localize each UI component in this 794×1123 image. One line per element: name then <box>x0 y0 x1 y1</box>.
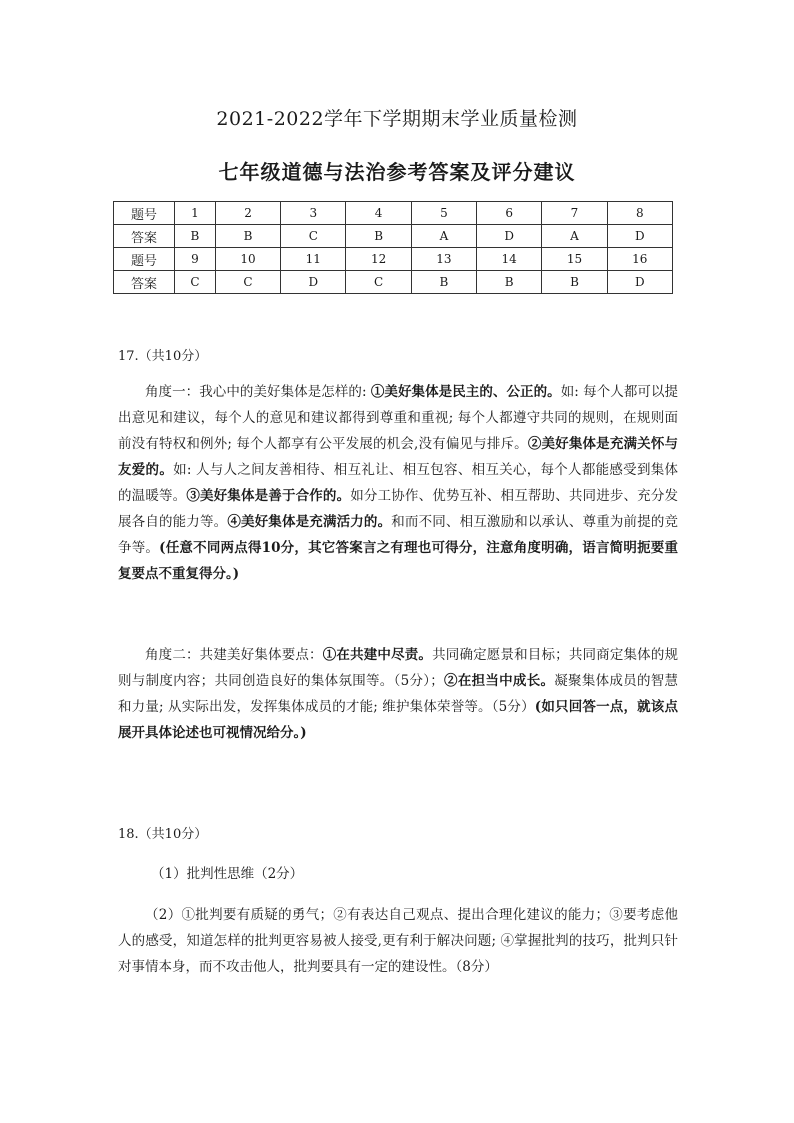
q17-angle-two <box>118 642 678 746</box>
q18-part-two: （2）①批判要有质疑的勇气；②有表达自己观点、提出合理化建议的能力；③要考虑他人的感受，知道怎样的批判更容易被人接受,更有利于解决问题; ④掌握批判的技巧，批判只针对事情本身，而不攻击他人，批判要具有一定的建设性。（8分） <box>118 907 678 975</box>
table-cell: B <box>411 271 476 294</box>
key-point: ①美好集体是民主的、公正的。 <box>370 384 561 400</box>
table-cell: D <box>607 271 672 294</box>
table-row <box>114 271 673 294</box>
table-cell: 5 <box>411 202 476 225</box>
table-cell: C <box>346 271 411 294</box>
table-cell: D <box>281 271 346 294</box>
scoring-note: (如只回答一点，就该点展开具体论述也可视情况给分。) <box>118 699 678 741</box>
table-cell: D <box>477 225 542 248</box>
text-run: 如分工协作、优势互补、相互帮助、共同进步、充分发展各自的能力等。 <box>118 488 679 530</box>
table-cell: A <box>411 225 476 248</box>
text-run: 如: 人与人之间友善相待、相互礼让、相互包容、相互关心，每个人都能感受到集体的温暖等。 <box>118 462 679 504</box>
table-cell: 11 <box>281 248 346 271</box>
key-point: ①在共建中尽责。 <box>322 647 433 663</box>
table-cell: 14 <box>477 248 542 271</box>
row-label: 答案 <box>114 271 175 294</box>
question-17-heading: 17.（共10分） <box>118 349 208 364</box>
table-cell: 2 <box>215 202 280 225</box>
table-cell: B <box>346 225 411 248</box>
key-point: ④美好集体是充满活力的。 <box>227 514 392 530</box>
row-label: 答案 <box>114 225 175 248</box>
table-cell: 7 <box>542 202 607 225</box>
table-cell: 3 <box>281 202 346 225</box>
document-subtitle: 七年级道德与法治参考答案及评分建议 <box>218 160 576 184</box>
q17-angle-one <box>118 379 678 587</box>
table-cell: C <box>215 271 280 294</box>
text-run: 角度二：共建美好集体要点： <box>145 647 323 663</box>
table-row <box>114 248 673 271</box>
table-cell: 16 <box>607 248 672 271</box>
key-point: ②美好集体是充满关怀与友爱的。 <box>118 436 679 478</box>
document-title: 2021-2022学年下学期期末学业质量检测 <box>216 108 578 130</box>
table-cell: 4 <box>346 202 411 225</box>
scoring-note: (任意不同两点得10分，其它答案言之有理也可得分，注意角度明确，语言简明扼要重复要点不重复得分。) <box>118 540 678 582</box>
table-row <box>114 202 673 225</box>
table-cell: B <box>542 271 607 294</box>
text-run: 角度一：我心中的美好集体是怎样的: <box>145 384 371 400</box>
question-18-heading: 18.（共10分） <box>118 827 208 842</box>
table-cell: C <box>175 271 216 294</box>
text-run: 共同确定愿景和目标；共同商定集体的规则与制度内容；共同创造良好的集体氛围等。（5分）； <box>118 647 679 689</box>
table-cell: 13 <box>411 248 476 271</box>
answer-table <box>113 201 673 294</box>
table-cell: C <box>281 225 346 248</box>
table-cell: B <box>175 225 216 248</box>
table-cell: B <box>215 225 280 248</box>
table-cell: B <box>477 271 542 294</box>
key-point: ③美好集体是善于合作的。 <box>186 488 351 504</box>
key-point: ②在担当中成长。 <box>443 673 555 689</box>
table-cell: 1 <box>175 202 216 225</box>
table-cell: 12 <box>346 248 411 271</box>
table-cell: 6 <box>477 202 542 225</box>
text-run: 和而不同、相互激励和以承认、尊重为前提的竞争等。 <box>118 514 679 556</box>
table-cell: A <box>542 225 607 248</box>
row-label: 题号 <box>114 202 175 225</box>
table-cell: D <box>607 225 672 248</box>
table-cell: 15 <box>542 248 607 271</box>
q18-part-one: （1）批判性思维（2分） <box>151 866 304 882</box>
text-run: 凝聚集体成员的智慧和力量; 从实际出发，发挥集体成员的才能; 维护集体荣誉等。（5分） <box>118 673 679 715</box>
table-row <box>114 225 673 248</box>
table-cell: 9 <box>175 248 216 271</box>
table-cell: 10 <box>215 248 280 271</box>
row-label: 题号 <box>114 248 175 271</box>
text-run: 如: 每个人都可以提出意见和建议，每个人的意见和建议都得到尊重和重视; 每个人都遵守共同的规则，在规则面前没有特权和例外; 每个人都享有公平发展的机会,没有偏见与排斥。 <box>118 384 679 452</box>
table-cell: 8 <box>607 202 672 225</box>
